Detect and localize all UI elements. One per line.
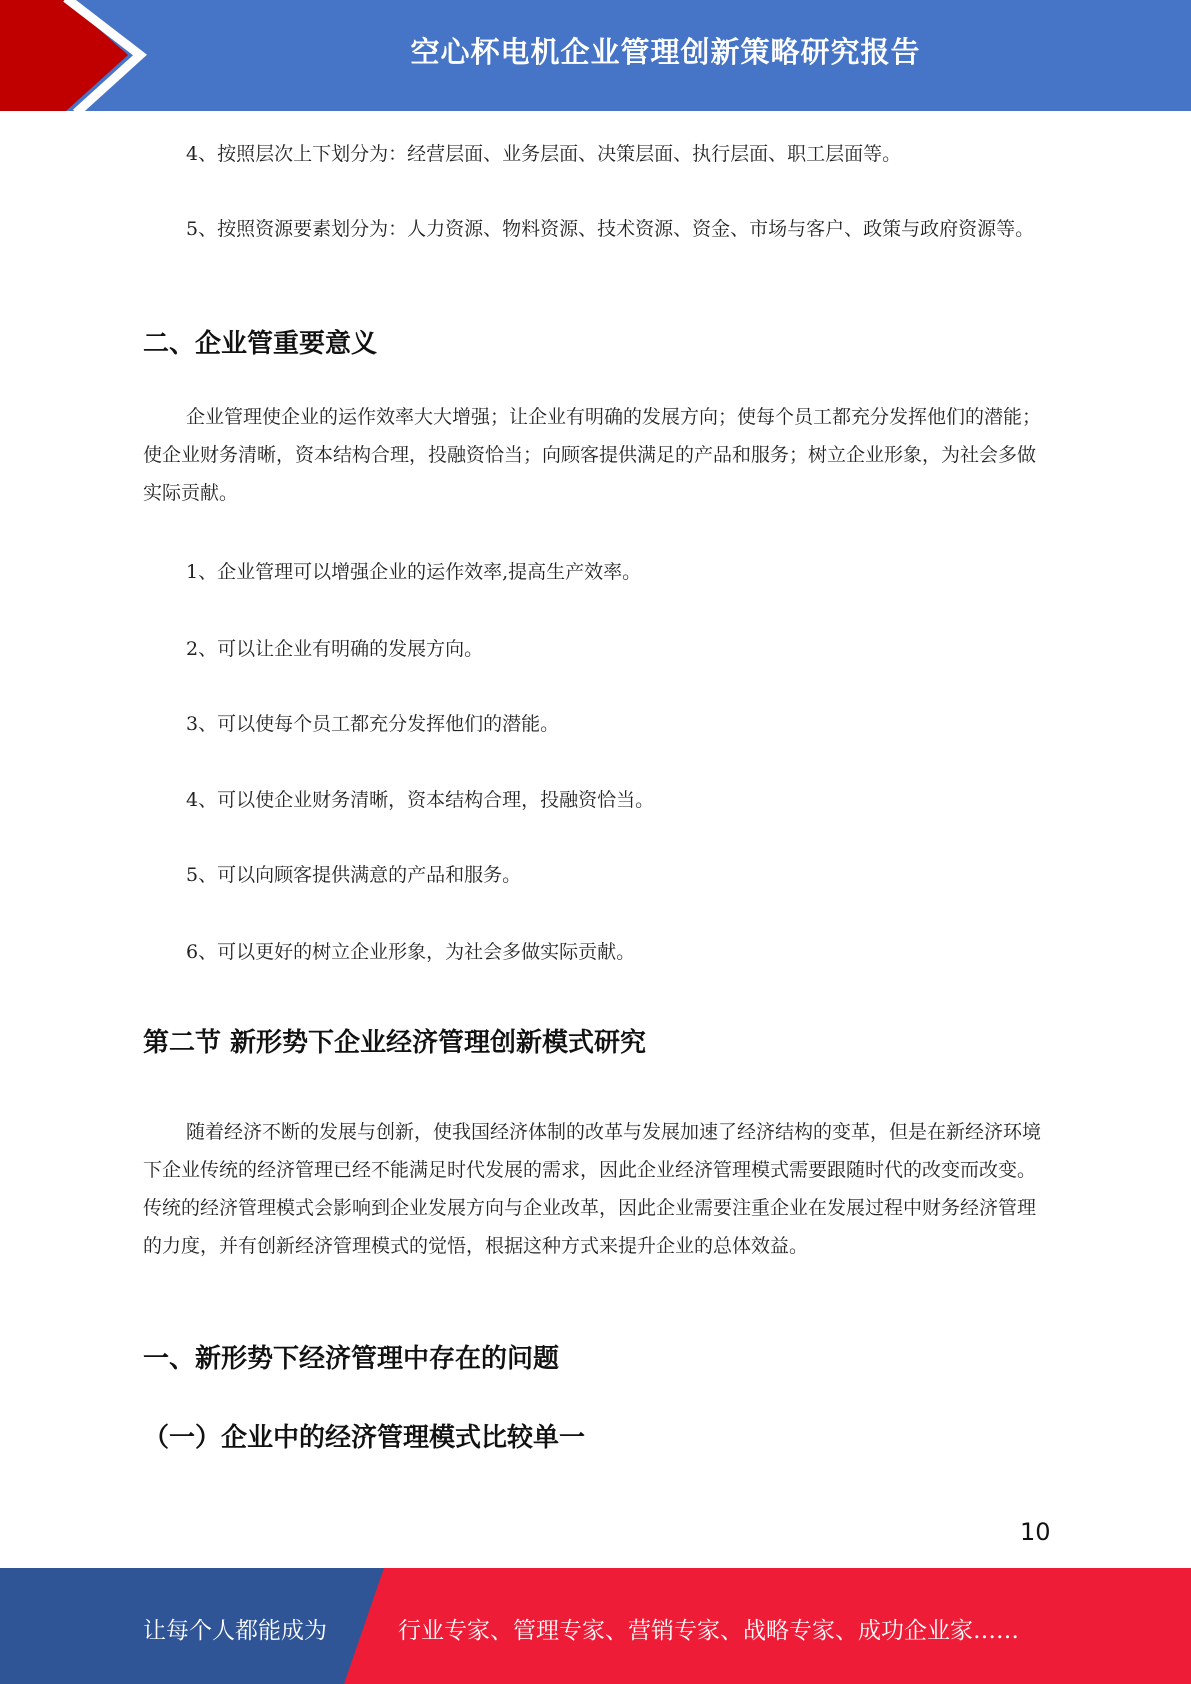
paragraph: 5、按照资源要素划分为：人力资源、物料资源、技术资源、资金、市场与客户、政策与政府资源等。 xyxy=(186,218,1035,240)
list-item: 1、企业管理可以增强企业的运作效率,提高生产效率。 xyxy=(186,561,642,583)
page-number: 10 xyxy=(1020,1518,1051,1546)
subsection-heading: （一）企业中的经济管理模式比较单一 xyxy=(143,1423,586,1453)
paragraph: 随着经济不断的发展与创新，使我国经济体制的改革与发展加速了经济结构的变革，但是在新经济环境下企业传统的经济管理已经不能满足时代发展的需求，因此企业经济管理模式需要跟随时代的改变而改变。传统的经济管理模式会影响到企业发展方向与企业改革，因此企业需要注重企业在发展过程中财务经济管理的力度，并有创新经济管理模式的觉悟，根据这种方式来提升企业的总体效益。 xyxy=(143,1121,1042,1257)
footer-slogan-left: 让每个人都能成为 xyxy=(143,1618,327,1644)
list-item: 5、可以向顾客提供满意的产品和服务。 xyxy=(186,864,522,886)
chapter-heading: 第二节 新形势下企业经济管理创新模式研究 xyxy=(143,1028,647,1058)
page-header xyxy=(0,0,1191,111)
list-item: 4、可以使企业财务清晰，资本结构合理，投融资恰当。 xyxy=(186,789,655,811)
report-title: 空心杯电机企业管理创新策略研究报告 xyxy=(410,35,921,69)
list-item: 2、可以让企业有明确的发展方向。 xyxy=(186,638,484,660)
section-heading: 二、企业管重要意义 xyxy=(143,329,378,359)
page-footer xyxy=(0,1568,1191,1684)
section-heading: 一、新形势下经济管理中存在的问题 xyxy=(143,1344,560,1374)
chevron-decoration xyxy=(0,0,160,111)
list-item: 6、可以更好的树立企业形象，为社会多做实际贡献。 xyxy=(186,941,636,963)
list-item: 3、可以使每个员工都充分发挥他们的潜能。 xyxy=(186,713,560,735)
paragraph: 企业管理使企业的运作效率大大增强；让企业有明确的发展方向；使每个员工都充分发挥他们的潜能；使企业财务清晰，资本结构合理，投融资恰当；向顾客提供满足的产品和服务；树立企业形象，为社会多做实际贡献。 xyxy=(143,406,1042,504)
paragraph: 4、按照层次上下划分为：经营层面、业务层面、决策层面、执行层面、职工层面等。 xyxy=(186,143,902,165)
footer-slogan-right: 行业专家、管理专家、营销专家、战略专家、成功企业家…… xyxy=(398,1618,1019,1644)
